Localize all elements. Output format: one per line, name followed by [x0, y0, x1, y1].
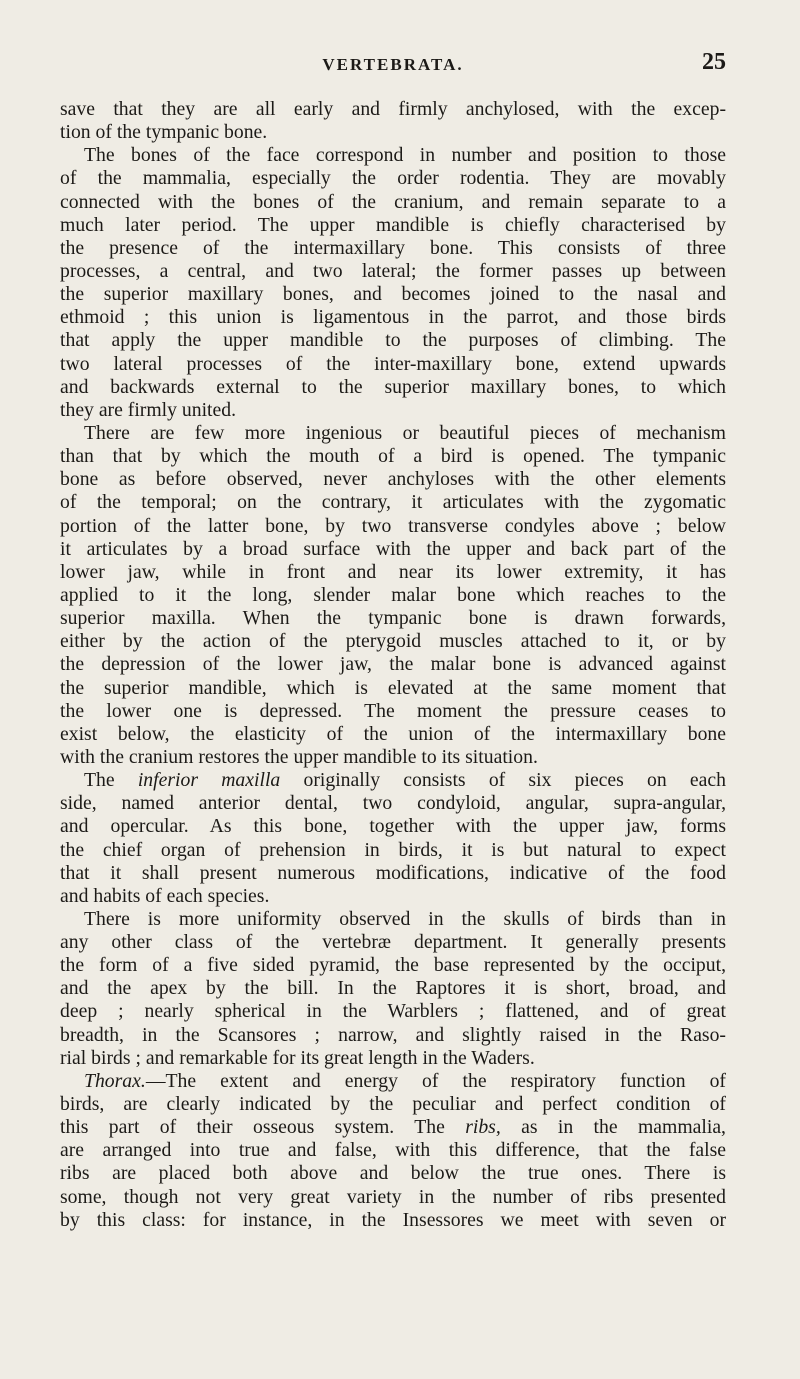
text-line [60, 792, 726, 815]
text-segment: the superior maxillary bones, and becomes joined to the nasal and [60, 283, 726, 306]
text-segment: this part of their osseous system. The [60, 1116, 466, 1139]
text-line [60, 237, 726, 260]
text-segment: it articulates by a broad surface with the upper and back part of the [60, 537, 726, 560]
text-segment: and backwards external to the superior maxillary bones, to which [60, 375, 726, 398]
text-line [60, 1116, 726, 1139]
text-line [60, 353, 726, 376]
text-segment: tion of the tympanic bone. [60, 121, 268, 144]
text-line [60, 630, 726, 653]
text-line [60, 491, 726, 514]
text-line [60, 1186, 726, 1209]
text-segment: deep ; nearly spherical in the Warblers ; flattened, and of great [60, 1000, 726, 1023]
text-segment: either by the action of the pterygoid muscles attached to it, or by [60, 630, 726, 653]
text-line [60, 1000, 726, 1023]
text-line [60, 191, 726, 214]
text-line [60, 399, 726, 422]
text-segment: any other class of the vertebræ department. It generally presents [60, 931, 726, 954]
text-segment: much later period. The upper mandible is chiefly characterised by [60, 213, 726, 236]
text-segment: the superior mandible, which is elevated at the same moment that [60, 676, 726, 699]
text-line [60, 1209, 726, 1232]
text-line [60, 214, 726, 237]
text-segment: they are firmly united. [60, 398, 237, 421]
text-segment: the chief organ of prehension in birds, it is but natural to expect [60, 838, 726, 861]
text-segment: and the apex by the bill. In the Raptores it is short, broad, and [60, 977, 726, 1000]
text-line [60, 538, 726, 561]
text-segment: the depression of the lower jaw, the malar bone is advanced against [60, 653, 726, 676]
text-line [60, 954, 726, 977]
text-segment: superior maxilla. When the tympanic bone is drawn forwards, [60, 607, 726, 630]
text-line [60, 815, 726, 838]
text-segment: bone as before observed, never anchyloses with the other elements [60, 468, 726, 491]
text-segment: some, though not very great variety in the number of ribs presented [60, 1185, 726, 1208]
text-line [60, 700, 726, 723]
text-segment: The bones of the face correspond in number and position to those [84, 144, 726, 167]
running-head [60, 47, 726, 77]
text-segment: the lower one is depressed. The moment the pressure ceases to [60, 699, 726, 722]
page-number: 25 [702, 49, 726, 75]
text-segment: of the temporal; on the contrary, it articulates with the zygomatic [60, 491, 726, 514]
text-segment: applied to it the long, slender malar bone which reaches to the [60, 583, 726, 606]
text-line [60, 1070, 726, 1093]
text-line [60, 283, 726, 306]
text-line [60, 561, 726, 584]
italic-term: inferior maxilla [137, 769, 281, 792]
text-segment: breadth, in the Scansores ; narrow, and slightly raised in the Raso- [60, 1023, 726, 1046]
text-line [60, 260, 726, 283]
text-segment: and opercular. As this bone, together with the upper jaw, forms [60, 815, 726, 838]
text-segment: are arranged into true and false, with this difference, that the false [60, 1139, 726, 1162]
text-line [60, 121, 726, 144]
text-line [60, 515, 726, 538]
text-segment: There is more uniformity observed in the skulls of birds than in [84, 907, 726, 930]
text-segment: the form of a five sided pyramid, the base represented by the occiput, [60, 954, 726, 977]
text-segment: that it shall present numerous modifications, indicative of the food [60, 861, 726, 884]
text-line [60, 1139, 726, 1162]
text-segment: and habits of each species. [60, 884, 270, 907]
text-segment: —The extent and energy of the respiratory function of [145, 1069, 726, 1092]
text-line [60, 1162, 726, 1185]
text-line [60, 769, 726, 792]
italic-term: ribs, [465, 1116, 501, 1139]
text-line [60, 839, 726, 862]
text-line [60, 862, 726, 885]
text-line [60, 977, 726, 1000]
text-line [60, 677, 726, 700]
text-segment: portion of the latter bone, by two transverse condyles above ; below [60, 514, 726, 537]
text-segment: connected with the bones of the cranium, and remain separate to a [60, 190, 726, 213]
text-line [60, 98, 726, 121]
text-segment: exist below, the elasticity of the union of the intermaxillary bone [60, 722, 726, 745]
text-segment: originally consists of six pieces on each [280, 769, 726, 792]
text-line [60, 167, 726, 190]
text-segment: of the mammalia, especially the order rodentia. They are movably [60, 167, 726, 190]
text-segment: that apply the upper mandible to the purposes of climbing. The [60, 329, 726, 352]
text-segment: with the cranium restores the upper mandible to its situation. [60, 745, 538, 768]
text-line [60, 306, 726, 329]
text-line [60, 422, 726, 445]
text-line [60, 653, 726, 676]
running-head-title: VERTEBRATA. [322, 55, 464, 74]
body-text [60, 98, 726, 1232]
text-segment: as in the mammalia, [500, 1116, 726, 1139]
text-line [60, 931, 726, 954]
text-segment: side, named anterior dental, two condyloid, angular, supra-angular, [60, 792, 726, 815]
text-segment: There are few more ingenious or beautiful pieces of mechanism [84, 421, 726, 444]
text-segment: The [84, 769, 138, 792]
text-segment: save that they are all early and firmly anchylosed, with the excep- [60, 98, 726, 120]
text-segment: ethmoid ; this union is ligamentous in the parrot, and those birds [60, 306, 726, 329]
text-line [60, 329, 726, 352]
text-line [60, 908, 726, 931]
text-line [60, 1024, 726, 1047]
text-line [60, 607, 726, 630]
text-line [60, 1093, 726, 1116]
text-line [60, 885, 726, 908]
text-line [60, 746, 726, 769]
text-segment: rial birds ; and remarkable for its great length in the Waders. [60, 1046, 535, 1069]
text-line [60, 468, 726, 491]
text-segment: birds, are clearly indicated by the peculiar and perfect condition of [60, 1093, 726, 1116]
text-line [60, 584, 726, 607]
text-line [60, 445, 726, 468]
text-line [60, 144, 726, 167]
text-segment: lower jaw, while in front and near its lower extremity, it has [60, 560, 726, 583]
text-segment: two lateral processes of the inter-maxillary bone, extend upwards [60, 352, 726, 375]
text-segment: than that by which the mouth of a bird is opened. The tympanic [60, 445, 726, 468]
text-line [60, 1047, 726, 1070]
text-segment: ribs are placed both above and below the true ones. There is [60, 1162, 726, 1185]
italic-term: Thorax. [84, 1069, 146, 1092]
text-segment: the presence of the intermaxillary bone. This consists of three [60, 236, 726, 259]
text-line [60, 723, 726, 746]
text-segment: processes, a central, and two lateral; the former passes up between [60, 259, 726, 282]
text-line [60, 376, 726, 399]
text-segment: by this class: for instance, in the Insessores we meet with seven or [60, 1208, 726, 1231]
